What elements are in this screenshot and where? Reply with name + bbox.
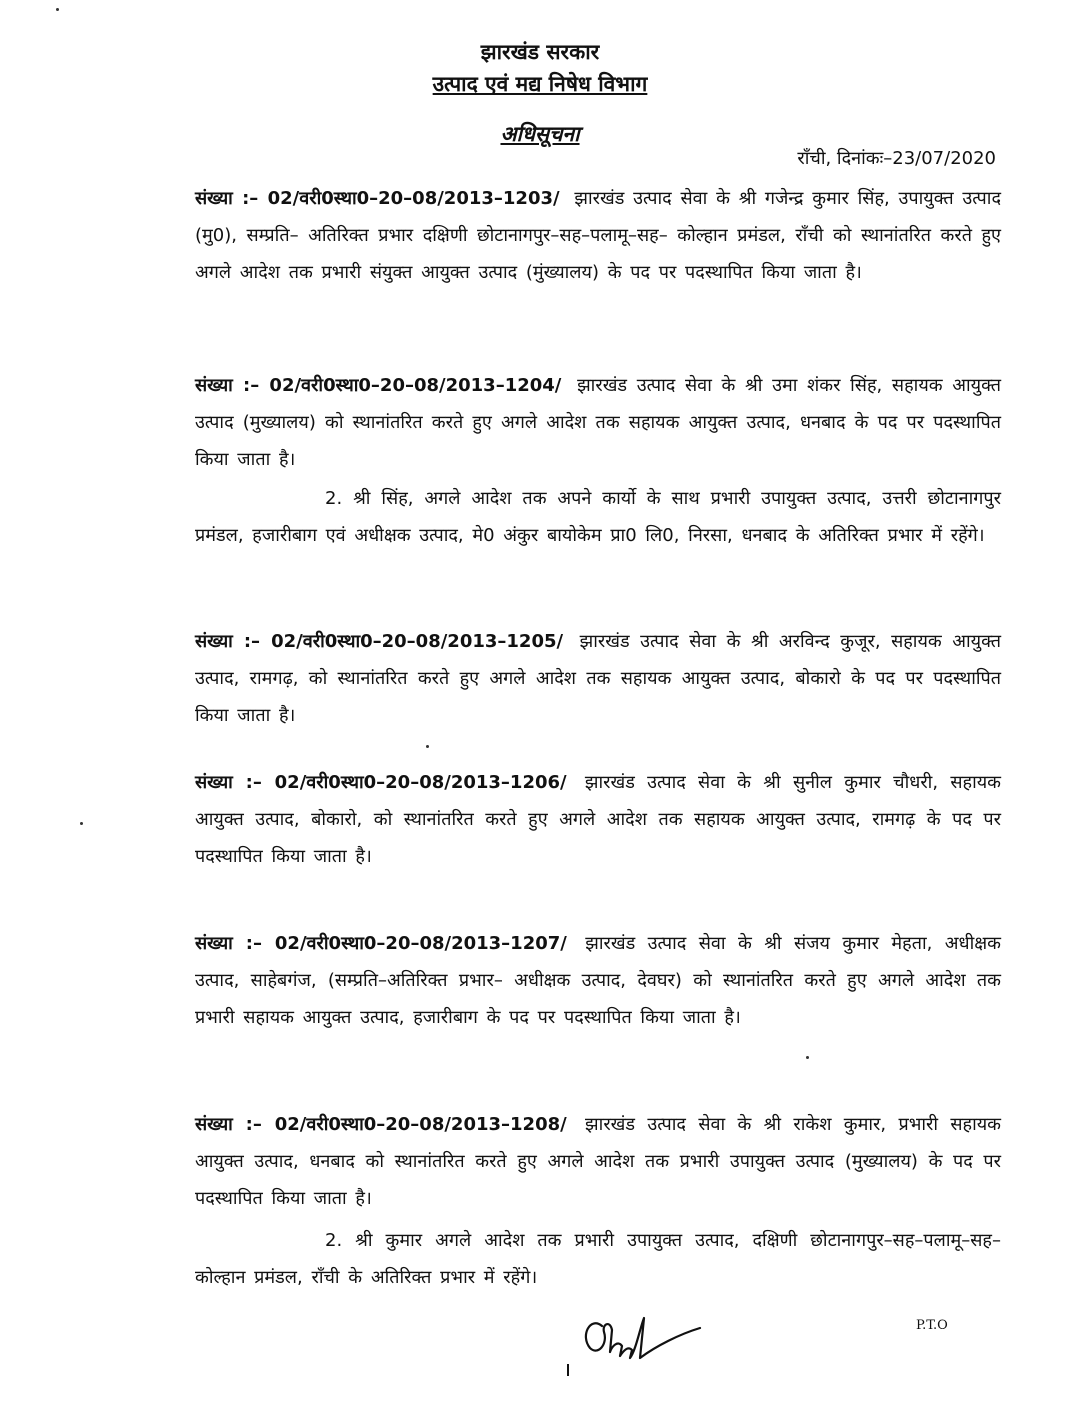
notification-title: अधिसूचना (500, 122, 580, 146)
signature (560, 1306, 710, 1386)
order-text: झारखंड उत्पाद सेवा के श्री अरविन्द कुजूर, सहायक आयुक्त उत्पाद, रामगढ़, को स्थानांतरित करते हुए अगले आदेश तक सहायक आयुक्त उत्पाद, बोकारो के पद पर पदस्थापित किया जाता है। (195, 631, 1001, 726)
order-number: संख्या :– 02/वरी0स्था0–20–08/2013–1204/ (195, 375, 562, 396)
order-subclause-6: 2. श्री कुमार अगले आदेश तक प्रभारी उपायुक्त उत्पाद, दक्षिणी छोटानागपुर–सह–पलामू–सह–कोल्हान प्रमंडल, राँची के अतिरिक्त प्रभार में रहेंगे। (195, 1230, 1001, 1288)
order-text: झारखंड उत्पाद सेवा के श्री उमा शंकर सिंह, सहायक आयुक्त उत्पाद (मुख्यालय) को स्थानांतरित करते हुए अगले आदेश तक सहायक आयुक्त उत्पाद, धनबाद के पद पर पदस्थापित किया जाता है। (195, 375, 1001, 470)
scan-speck (80, 822, 83, 825)
scan-speck (806, 1056, 809, 1059)
order-text: झारखंड उत्पाद सेवा के श्री सुनील कुमार चौधरी, सहायक आयुक्त उत्पाद, बोकारो, को स्थानांतरित करते हुए अगले आदेश तक सहायक आयुक्त उत्पाद, रामगढ़ के पद पर पदस्थापित किया जाता है। (195, 772, 1001, 867)
place-date: राँची, दिनांकः–23/07/2020 (797, 148, 996, 169)
department-name: उत्पाद एवं मद्य निषेध विभाग (432, 72, 648, 96)
order-number: संख्या :– 02/वरी0स्था0–20–08/2013–1208/ (195, 1114, 567, 1135)
order-entry-6 (195, 1106, 1001, 1217)
order-entry-1 (195, 180, 1001, 291)
pto-label: P.T.O (916, 1318, 948, 1333)
order-number: संख्या :– 02/वरी0स्था0–20–08/2013–1203/ (195, 188, 560, 209)
order-entry-2 (195, 367, 1001, 478)
order-number: संख्या :– 02/वरी0स्था0–20–08/2013–1205/ (195, 631, 564, 652)
order-text: झारखंड उत्पाद सेवा के श्री गजेन्द्र कुमार सिंह, उपायुक्त उत्पाद (मु0), सम्प्रति– अतिरिक्त प्रभार दक्षिणी छोटानागपुर–सह–पलामू–सह– कोल्हान प्रमंडल, राँची को स्थानांतरित करते हुए अगले आदेश तक प्रभारी संयुक्त आयुक्त उत्पाद (मुंख्यालय) के पद पर पदस्थापित किया जाता है। (195, 188, 1002, 283)
order-text: झारखंड उत्पाद सेवा के श्री राकेश कुमार, प्रभारी सहायक आयुक्त उत्पाद, धनबाद को स्थानांतरित करते हुए अगले आदेश तक प्रभारी उपायुक्त उत्पाद (मुख्यालय) के पद पर पदस्थापित किया जाता है। (195, 1114, 1002, 1209)
order-number: संख्या :– 02/वरी0स्था0–20–08/2013–1206/ (195, 772, 567, 793)
order-entry-5 (195, 925, 1001, 1036)
scan-speck (426, 745, 429, 748)
scan-speck (56, 8, 59, 11)
order-entry-3 (195, 623, 1001, 734)
government-name: झारखंड सरकार (480, 40, 600, 64)
order-subclause-2: 2. श्री सिंह, अगले आदेश तक अपने कार्यो के साथ प्रभारी उपायुक्त उत्पाद, उत्तरी छोटानागपुर प्रमंडल, हजारीबाग एवं अधीक्षक उत्पाद, मे0 अंकुर बायोकेम प्रा0 लि0, निरसा, धनबाद के अतिरिक्त प्रभार में रहेंगे। (195, 488, 1001, 546)
order-number: संख्या :– 02/वरी0स्था0–20–08/2013–1207/ (195, 933, 567, 954)
order-text: झारखंड उत्पाद सेवा के श्री संजय कुमार मेहता, अधीक्षक उत्पाद, साहेबगंज, (सम्प्रति–अतिरिक्त प्रभार– अधीक्षक उत्पाद, देवघर) को स्थानांतरित करते हुए अगले आदेश तक प्रभारी सहायक आयुक्त उत्पाद, हजारीबाग के पद पर पदस्थापित किया जाता है। (195, 933, 1001, 1028)
order-entry-4 (195, 764, 1001, 875)
